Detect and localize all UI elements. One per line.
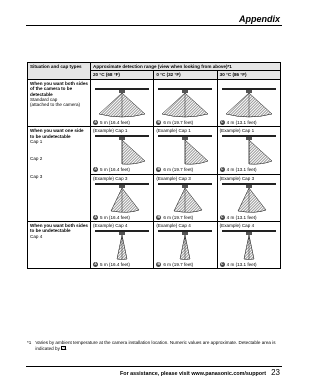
camera-icon bbox=[182, 90, 188, 93]
table-row bbox=[28, 127, 281, 174]
range-badge: A bbox=[94, 214, 97, 219]
distance-label bbox=[93, 262, 151, 267]
example-label: (Example) Cap 1 bbox=[156, 128, 191, 134]
detection-area-diagram bbox=[156, 135, 214, 165]
range-header: Approximate detection range (view when looking from above)*1 bbox=[91, 63, 281, 71]
camera-icon bbox=[119, 90, 125, 93]
range-badge: B bbox=[157, 262, 161, 267]
cap-label: Cap 1 bbox=[30, 139, 43, 145]
distance-label bbox=[93, 167, 151, 172]
temp-header: 20 °C (68 °F) bbox=[91, 71, 154, 79]
distance-label bbox=[220, 167, 278, 172]
cap-label: Cap 3 bbox=[30, 173, 43, 179]
range-badge: A bbox=[94, 120, 97, 125]
distance-text: 6 m (19.7 feet) bbox=[163, 214, 194, 220]
footnote bbox=[27, 340, 281, 351]
range-cell bbox=[154, 222, 217, 269]
range-badge: C bbox=[220, 167, 224, 172]
distance-label bbox=[156, 167, 214, 172]
range-cell bbox=[91, 222, 154, 269]
wall-line bbox=[158, 135, 212, 137]
wall-line bbox=[222, 135, 276, 137]
range-cell bbox=[154, 79, 217, 126]
situation-cell bbox=[28, 79, 91, 126]
example-label: (Example) Cap 1 bbox=[93, 128, 128, 134]
distance-label bbox=[220, 262, 278, 267]
footer-rule bbox=[26, 366, 282, 367]
example-label: (Example) Cap 4 bbox=[93, 223, 128, 229]
wall-line bbox=[95, 88, 149, 90]
range-cell bbox=[217, 174, 280, 221]
wall-line bbox=[95, 183, 149, 185]
detection-area-diagram bbox=[220, 88, 278, 118]
page-number: 23 bbox=[271, 368, 280, 377]
wall-line bbox=[158, 183, 212, 185]
header-rule bbox=[26, 25, 282, 26]
camera-icon bbox=[246, 137, 252, 140]
range-cell bbox=[91, 79, 154, 126]
detection-area-diagram bbox=[93, 183, 151, 213]
camera-icon bbox=[119, 232, 125, 235]
detection-area bbox=[249, 140, 272, 164]
footnote-body: Varies by ambient temperature at the camera installation location. Numeric values are approximate. Detectable area is indicated by . bbox=[35, 340, 276, 351]
distance-label bbox=[156, 120, 214, 125]
situation-header: Situation and cap types bbox=[28, 63, 91, 80]
range-badge: C bbox=[220, 120, 224, 125]
range-cell bbox=[217, 127, 280, 174]
distance-text: 4 m (13.1 feet) bbox=[226, 167, 257, 173]
example-label bbox=[156, 81, 214, 87]
situation-cell bbox=[28, 127, 91, 222]
detection-area-diagram bbox=[93, 88, 151, 118]
wall-line bbox=[222, 230, 276, 232]
example-label: (Example) Cap 3 bbox=[156, 175, 191, 181]
example-label: (Example) Cap 3 bbox=[93, 175, 128, 181]
camera-icon bbox=[119, 137, 125, 140]
footnote-mark: *1 bbox=[27, 340, 32, 345]
camera-icon bbox=[182, 137, 188, 140]
table-row bbox=[28, 79, 281, 126]
distance-label bbox=[93, 215, 151, 220]
section-title: Appendix bbox=[238, 14, 280, 24]
detection-area bbox=[238, 188, 266, 212]
detection-area-diagram bbox=[220, 135, 278, 165]
assistance-text: For assistance, please visit www.panasonic.com/support bbox=[120, 371, 266, 377]
detection-range-table bbox=[27, 62, 281, 269]
range-cell bbox=[217, 79, 280, 126]
distance-label bbox=[93, 120, 151, 125]
wall-line bbox=[222, 88, 276, 90]
cap-label: Cap 4 bbox=[30, 233, 43, 239]
range-cell bbox=[154, 174, 217, 221]
example-label: (Example) Cap 4 bbox=[156, 223, 191, 229]
distance-text: 6 m (19.7 feet) bbox=[163, 167, 194, 173]
distance-label bbox=[156, 215, 214, 220]
wall-line bbox=[95, 135, 149, 137]
temp-header: 0 °C (32 °F) bbox=[154, 71, 217, 79]
detection-area bbox=[174, 188, 202, 212]
camera-icon bbox=[246, 232, 252, 235]
wall-line bbox=[95, 230, 149, 232]
distance-text: 6 m (19.7 feet) bbox=[163, 119, 194, 125]
detection-area-diagram bbox=[156, 88, 214, 118]
cap-label: Standard cap bbox=[30, 97, 58, 103]
wall-line bbox=[158, 88, 212, 90]
detection-area-diagram bbox=[156, 183, 214, 213]
camera-icon bbox=[182, 185, 188, 188]
detection-area bbox=[185, 140, 208, 164]
situation-title: When you want one side to be undetectable bbox=[30, 128, 84, 139]
situation-title: When you want both sides of the camera to be detectable bbox=[30, 80, 88, 97]
detection-area bbox=[111, 188, 139, 212]
distance-label bbox=[220, 215, 278, 220]
situation-cell bbox=[28, 222, 91, 269]
range-cell bbox=[91, 127, 154, 174]
distance-text: 5 m (16.4 feet) bbox=[100, 262, 130, 268]
hatched-area-icon bbox=[61, 346, 66, 350]
example-label: (Example) Cap 3 bbox=[219, 175, 255, 181]
range-badge: A bbox=[94, 167, 97, 172]
wall-line bbox=[222, 183, 276, 185]
detection-area-diagram bbox=[220, 183, 278, 213]
cap-label: (attached to the camera) bbox=[30, 102, 81, 108]
distance-text: 5 m (16.4 feet) bbox=[100, 119, 130, 125]
detection-area-diagram bbox=[93, 230, 151, 260]
distance-label bbox=[156, 262, 214, 267]
situation-title: When you want both sides to be undetectable bbox=[30, 223, 88, 234]
distance-text: 5 m (16.4 feet) bbox=[100, 167, 130, 173]
range-badge: B bbox=[157, 214, 161, 219]
distance-text: 4 m (13.1 feet) bbox=[226, 119, 257, 125]
detection-area bbox=[122, 140, 145, 164]
example-label: (Example) Cap 1 bbox=[219, 128, 255, 134]
detection-area-diagram bbox=[220, 230, 278, 260]
range-badge: A bbox=[94, 262, 97, 267]
temp-header: 30 °C (86 °F) bbox=[217, 71, 280, 79]
cap-label: Cap 2 bbox=[30, 156, 43, 162]
distance-text: 6 m (19.7 feet) bbox=[163, 262, 194, 268]
range-badge: C bbox=[220, 214, 224, 219]
camera-icon bbox=[182, 232, 188, 235]
table-row bbox=[28, 222, 281, 269]
detection-area-diagram bbox=[93, 135, 151, 165]
range-badge: C bbox=[220, 262, 224, 267]
example-label: (Example) Cap 4 bbox=[219, 223, 255, 229]
detection-area-diagram bbox=[156, 230, 214, 260]
distance-text: 4 m (13.1 feet) bbox=[226, 262, 257, 268]
range-badge: B bbox=[157, 120, 161, 125]
example-label bbox=[220, 81, 278, 87]
distance-label bbox=[220, 120, 278, 125]
range-cell bbox=[217, 222, 280, 269]
example-label bbox=[93, 81, 151, 87]
wall-line bbox=[158, 230, 212, 232]
range-badge: B bbox=[157, 167, 161, 172]
footnote-text: Varies by ambient temperature at the camera installation location. Numeric values are approximate. Detectable area is indicated by bbox=[35, 340, 276, 351]
distance-text: 4 m (13.1 feet) bbox=[226, 214, 257, 220]
distance-text: 5 m (16.4 feet) bbox=[100, 214, 130, 220]
table-body bbox=[28, 79, 281, 269]
range-cell bbox=[154, 127, 217, 174]
camera-icon bbox=[119, 185, 125, 188]
range-cell bbox=[91, 174, 154, 221]
camera-icon bbox=[246, 185, 252, 188]
camera-icon bbox=[246, 90, 252, 93]
